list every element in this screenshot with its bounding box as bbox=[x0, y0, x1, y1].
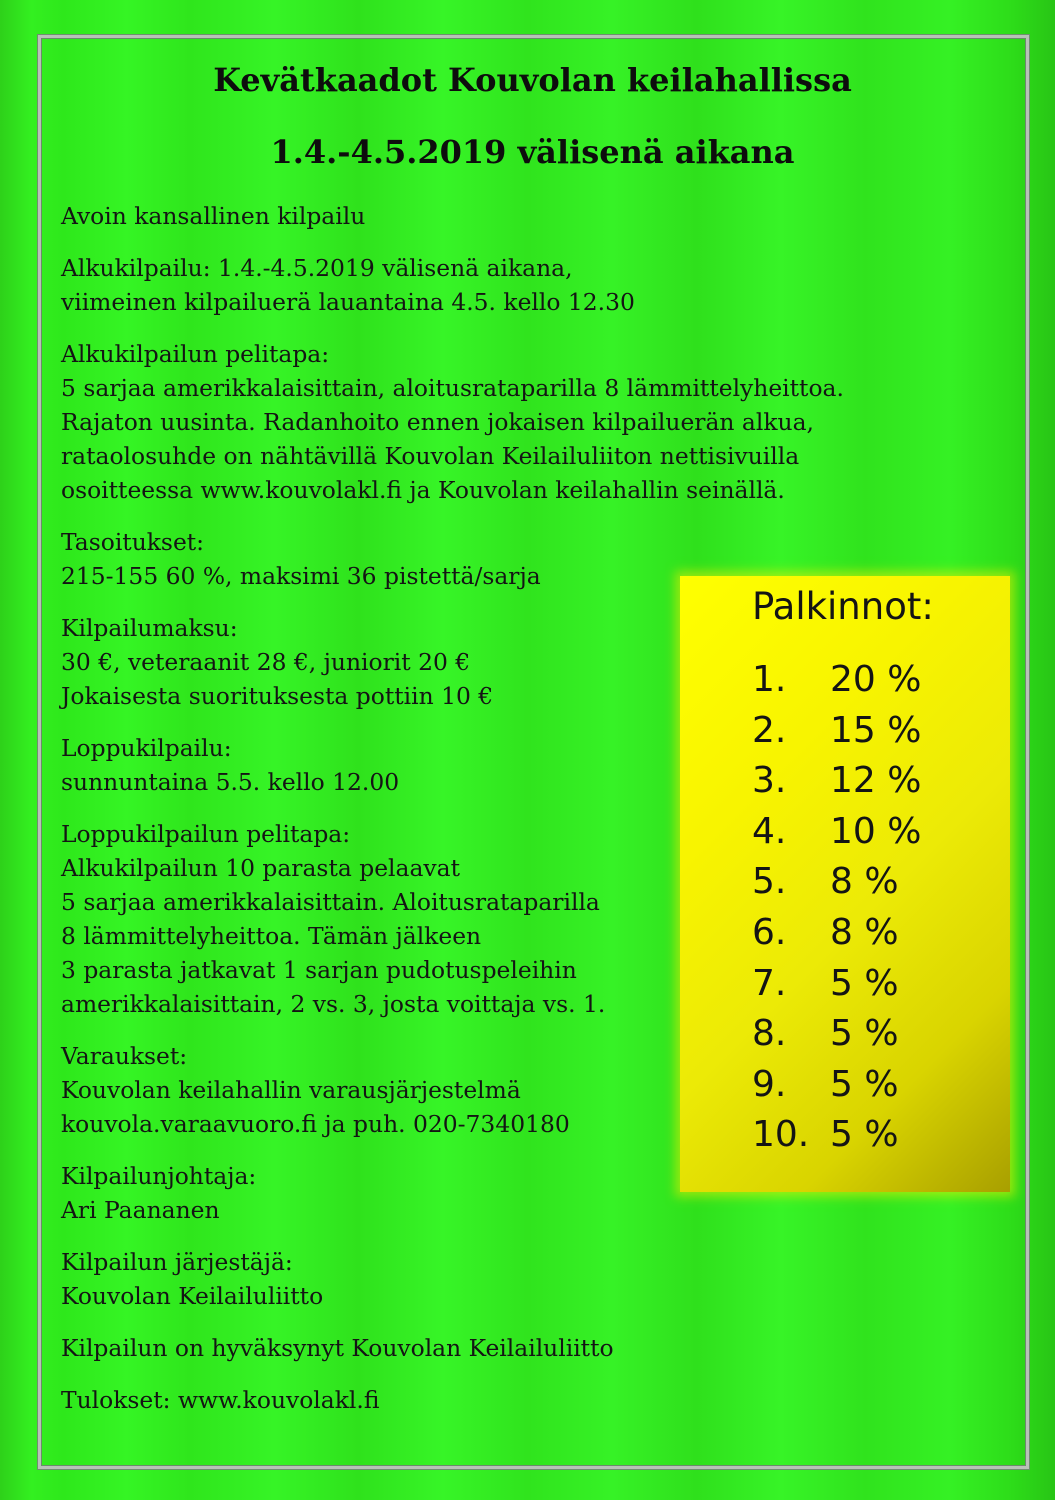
prize-percent: 10 % bbox=[830, 810, 922, 852]
prize-rank: 6. bbox=[752, 912, 787, 953]
info-section-heading: Alkukilpailun pelitapa: bbox=[61, 340, 330, 368]
info-text-line: Ari Paananen bbox=[61, 1196, 220, 1224]
page-subtitle-dates: 1.4.-4.5.2019 välisenä aikana bbox=[270, 133, 795, 171]
prize-percent: 12 % bbox=[830, 760, 922, 802]
info-section-heading: Tasoitukset: bbox=[61, 528, 205, 556]
info-section bbox=[61, 1383, 941, 1417]
info-text-line: Avoin kansallinen kilpailu bbox=[61, 202, 366, 230]
prize-row bbox=[752, 654, 921, 705]
page-title: Kevätkaadot Kouvolan keilahallissa bbox=[213, 61, 852, 99]
info-text-line: amerikkalaisittain, 2 vs. 3, josta voittaja vs. 1. bbox=[61, 990, 606, 1018]
prize-percent: 5 % bbox=[830, 1063, 899, 1105]
info-text-line: Alkukilpailun 10 parasta pelaavat bbox=[61, 854, 460, 882]
prize-rank: 7. bbox=[752, 962, 787, 1004]
prizes-box bbox=[680, 576, 1010, 1192]
info-section-heading: Kilpailun järjestäjä: bbox=[61, 1248, 293, 1276]
info-text-line: rataolosuhde on nähtävillä Kouvolan Keilailuliiton nettisivuilla bbox=[61, 442, 800, 470]
prize-rank: 10. bbox=[752, 1114, 810, 1156]
info-section-heading: Alkukilpailu: 1.4.-4.5.2019 välisenä aikana, bbox=[61, 254, 573, 282]
info-text-line: 3 parasta jatkavat 1 sarjan pudotuspeleihin bbox=[61, 956, 577, 984]
info-section-heading: Loppukilpailun pelitapa: bbox=[61, 820, 351, 848]
info-text-line: 5 sarjaa amerikkalaisittain, aloitusrataparilla 8 lämmittelyheittoa. bbox=[61, 374, 844, 402]
info-text-line: Tulokset: www.kouvolakl.fi bbox=[61, 1386, 380, 1414]
info-text-line: sunnuntaina 5.5. kello 12.00 bbox=[61, 768, 400, 796]
prizes-title: Palkinnot: bbox=[752, 585, 934, 628]
prize-row bbox=[752, 755, 921, 806]
info-section-heading: Varaukset: bbox=[61, 1042, 188, 1070]
info-text-line: 215-155 60 %, maksimi 36 pistettä/sarja bbox=[61, 562, 541, 590]
info-text-line: 8 lämmittelyheittoa. Tämän jälkeen bbox=[61, 922, 482, 950]
prize-rank: 4. bbox=[752, 810, 787, 852]
prize-percent: 20 % bbox=[830, 659, 922, 700]
info-text-line: osoitteessa www.kouvolakl.fi ja Kouvolan keilahallin seinällä. bbox=[61, 476, 785, 504]
prize-rank: 2. bbox=[752, 709, 787, 751]
info-text-line: Kilpailun on hyväksynyt Kouvolan Keilailuliitto bbox=[61, 1334, 614, 1362]
info-section-heading: Loppukilpailu: bbox=[61, 734, 232, 762]
info-text-line: Jokaisesta suorituksesta pottiin 10 € bbox=[61, 682, 494, 710]
prize-rank: 3. bbox=[752, 760, 787, 802]
prize-rank: 1. bbox=[752, 659, 787, 700]
info-section bbox=[61, 1245, 941, 1313]
prize-percent: 5 % bbox=[830, 1013, 899, 1055]
info-text-line: Kouvolan keilahallin varausjärjestelmä bbox=[61, 1076, 521, 1104]
info-section bbox=[61, 337, 941, 507]
prize-percent: 8 % bbox=[830, 912, 899, 953]
prize-row bbox=[752, 806, 921, 857]
prize-rank: 5. bbox=[752, 861, 787, 903]
info-text-line: kouvola.varaavuoro.fi ja puh. 020-7340180 bbox=[61, 1110, 570, 1138]
info-section bbox=[61, 199, 941, 233]
prize-percent: 5 % bbox=[830, 962, 899, 1004]
prize-percent: 8 % bbox=[830, 861, 899, 903]
info-section bbox=[61, 1331, 941, 1365]
prize-row bbox=[752, 907, 899, 958]
prize-row bbox=[752, 1008, 899, 1059]
info-section-heading: Kilpailunjohtaja: bbox=[61, 1162, 257, 1190]
info-text-line: Kouvolan Keilailuliitto bbox=[61, 1282, 324, 1310]
prize-row bbox=[752, 958, 899, 1009]
info-text-line: 30 €, veteraanit 28 €, juniorit 20 € bbox=[61, 648, 471, 676]
info-text-line: Rajaton uusinta. Radanhoito ennen jokaisen kilpailuerän alkua, bbox=[61, 408, 814, 436]
prize-rank: 8. bbox=[752, 1013, 787, 1055]
prize-row bbox=[752, 1109, 899, 1160]
prize-percent: 5 % bbox=[830, 1114, 899, 1156]
prize-percent: 15 % bbox=[830, 709, 922, 751]
info-section-heading: Kilpailumaksu: bbox=[61, 614, 238, 642]
info-section bbox=[61, 251, 941, 319]
prize-row bbox=[752, 1059, 899, 1110]
prize-rank: 9. bbox=[752, 1063, 787, 1105]
prize-row bbox=[752, 705, 921, 756]
prize-row bbox=[752, 856, 899, 907]
info-text-line: 5 sarjaa amerikkalaisittain. Aloitusrataparilla bbox=[61, 888, 600, 916]
info-text-line: viimeinen kilpailuerä lauantaina 4.5. kello 12.30 bbox=[61, 288, 635, 316]
